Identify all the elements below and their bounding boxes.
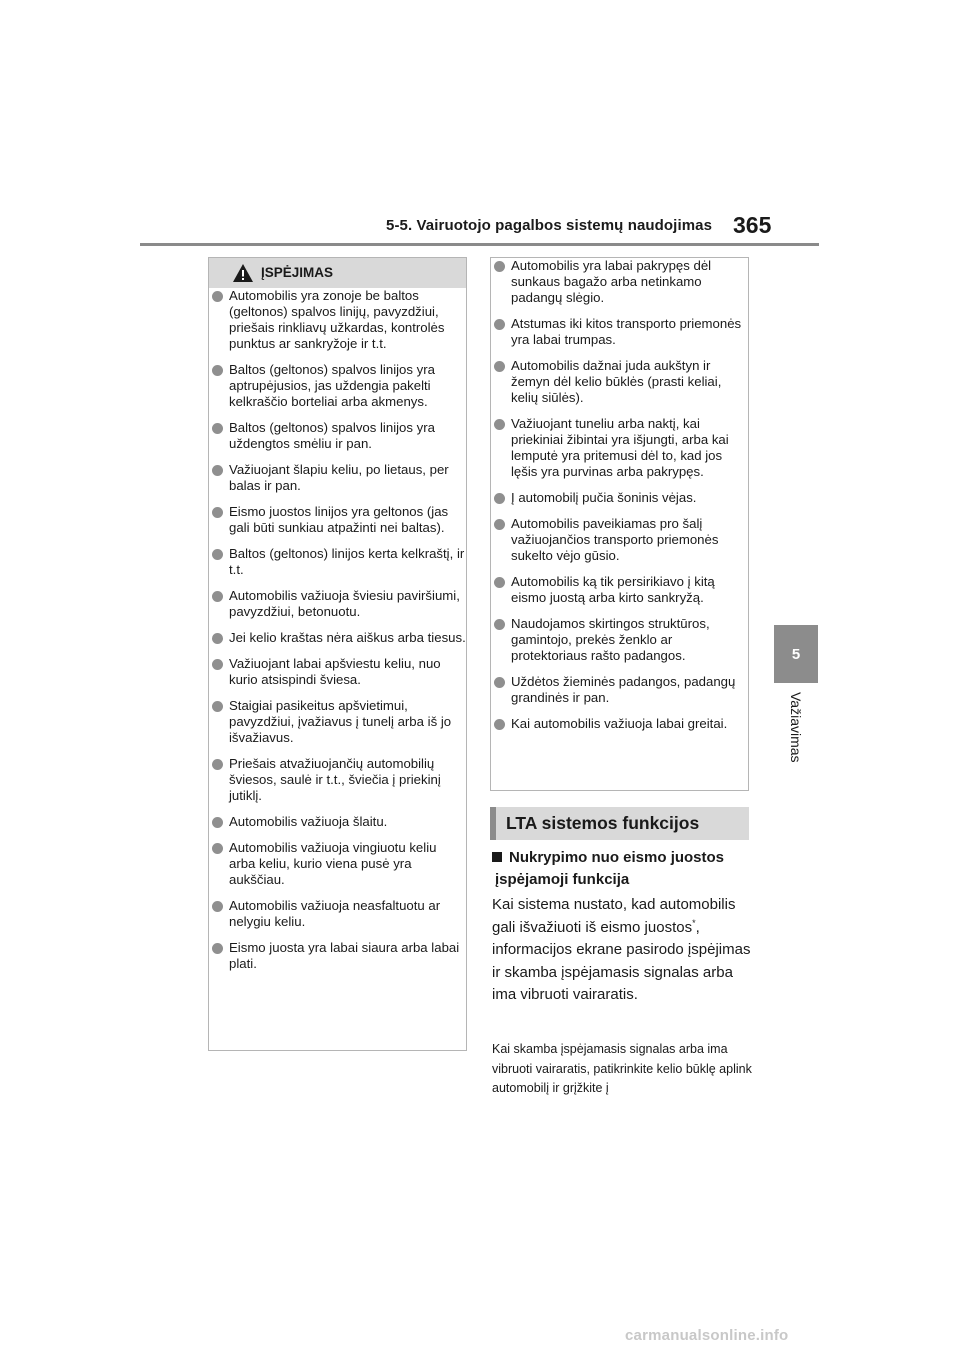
watermark: carmanualsonline.info bbox=[625, 1327, 789, 1344]
section-title: 5-5. Vairuotojo pagalbos sistemų naudojimas bbox=[386, 217, 713, 234]
chapter-number: 5 bbox=[791, 645, 801, 663]
subheading-line-1: Nukrypimo nuo eismo juostos bbox=[509, 849, 725, 866]
list-item: Važiuojant šlapiu keliu, po lietaus, per balas ir pan. bbox=[209, 462, 466, 494]
warning-triangle-icon bbox=[232, 263, 254, 283]
section-heading: LTA sistemos funkcijos bbox=[490, 807, 749, 840]
list-item: Uždėtos žieminės padangos, padangų grandinės ir pan. bbox=[491, 674, 748, 706]
list-item: Automobilis paveikiamas pro šalį važiuojančios transporto priemonės sukelto vėjo gūsio. bbox=[491, 516, 748, 564]
list-item: Važiuojant tuneliu arba naktį, kai priekiniai žibintai yra išjungti, arba kai lemputė yra pritemusi dėl to, kad jos lęšis yra purvinas arba pakrypęs. bbox=[491, 416, 748, 480]
subheading bbox=[492, 847, 752, 891]
list-item: Atstumas iki kitos transporto priemonės yra labai trumpas. bbox=[491, 316, 748, 348]
warning-list bbox=[209, 288, 466, 972]
chapter-tab bbox=[774, 625, 818, 683]
list-item: Staigiai pasikeitus apšvietimui, pavyzdžiui, įvažiavus į tunelį arba iš jo išvažiavus. bbox=[209, 698, 466, 746]
list-item: Automobilis važiuoja šlaitu. bbox=[209, 814, 466, 830]
list-item: Automobilis važiuoja neasfaltuotu ar nelygiu keliu. bbox=[209, 898, 466, 930]
warning-title: ĮSPĖJIMAS bbox=[261, 265, 334, 280]
list-item: Automobilis važiuoja vingiuotu keliu arba keliu, kurio viena pusė yra aukščiau. bbox=[209, 840, 466, 888]
list-item: Automobilis važiuoja šviesiu paviršiumi, pavyzdžiui, betonuotu. bbox=[209, 588, 466, 620]
warning-header bbox=[209, 258, 466, 288]
page-number: 365 bbox=[733, 212, 772, 238]
list-item: Baltos (geltonos) spalvos linijos yra uždengtos smėliu ir pan. bbox=[209, 420, 466, 452]
list-item: Važiuojant labai apšviestu keliu, nuo kurio atsispindi šviesa. bbox=[209, 656, 466, 688]
square-bullet-icon bbox=[492, 852, 502, 862]
subheading-line-2: įspėjamoji funkcija bbox=[495, 871, 630, 888]
warning-box bbox=[208, 257, 467, 1051]
body-paragraph bbox=[492, 894, 754, 1007]
list-item: Kai automobilis važiuoja labai greitai. bbox=[491, 716, 748, 732]
list-item: Baltos (geltonos) spalvos linijos yra aptrupėjusios, jas uždengia pakelti kelkraščio borteliai arba akmenys. bbox=[209, 362, 466, 410]
list-item: Priešais atvažiuojančių automobilių šviesos, saulė ir t.t., šviečia į priekinį jutiklį. bbox=[209, 756, 466, 804]
header-divider bbox=[140, 243, 819, 246]
warning-continuation-list bbox=[491, 258, 748, 732]
warning-continuation-box bbox=[490, 257, 749, 791]
list-item: Automobilis yra labai pakrypęs dėl sunkaus bagažo arba netinkamo padangų slėgio. bbox=[491, 258, 748, 306]
list-item: Eismo juosta yra labai siaura arba labai plati. bbox=[209, 940, 466, 972]
body-text-part-2: , informacijos ekrane pasirodo įspėjimas ir skamba įspėjamasis signalas arba ima vibruoti vairaratis. bbox=[492, 918, 751, 1004]
footnote-marker: * bbox=[692, 917, 696, 928]
list-item: Jei kelio kraštas nėra aiškus arba tiesus. bbox=[209, 630, 466, 646]
list-item: Naudojamos skirtingos struktūros, gamintojo, prekės ženklo ar protektoriaus rašto padangos. bbox=[491, 616, 748, 664]
note-paragraph: Kai skamba įspėjamasis signalas arba ima vibruoti vairaratis, patikrinkite kelio būklę aplink automobilį ir grįžkite į bbox=[492, 1042, 752, 1096]
body-text-part-1: Kai sistema nustato, kad automobilis gali išvažiuoti iš eismo juostos bbox=[492, 896, 736, 936]
list-item: Automobilis yra zonoje be baltos (geltonos) spalvos linijų, pavyzdžiui, priešais rinkliavų užkardas, kontrolės punktus ar sankryžoje ir t.t. bbox=[209, 288, 466, 352]
list-item: Automobilis dažnai juda aukštyn ir žemyn dėl kelio būklės (prasti keliai, kelių siūlės). bbox=[491, 358, 748, 406]
list-item: Eismo juostos linijos yra geltonos (jas gali būti sunkiau atpažinti nei baltas). bbox=[209, 504, 466, 536]
list-item: Į automobilį pučia šoninis vėjas. bbox=[491, 490, 748, 506]
chapter-label: Važiavimas bbox=[788, 692, 804, 763]
list-item: Baltos (geltonos) linijos kerta kelkraštį, ir t.t. bbox=[209, 546, 466, 578]
list-item: Automobilis ką tik persirikiavo į kitą eismo juostą arba kirto sankryžą. bbox=[491, 574, 748, 606]
